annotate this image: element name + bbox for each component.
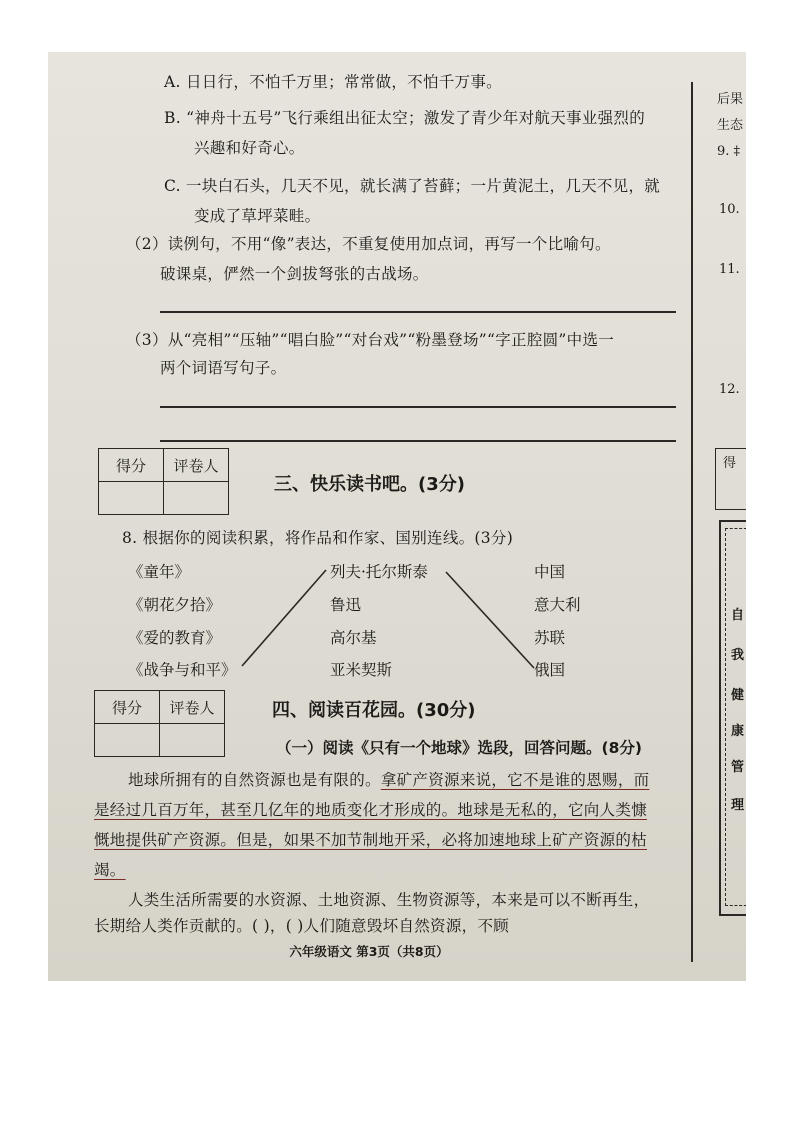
adjacent-bold-char: 管 <box>731 760 745 775</box>
match-line-war-and-peace-tolstoy <box>242 570 326 666</box>
author-item: 亚米契斯 <box>330 661 393 679</box>
adjacent-text: 后果 <box>717 92 744 107</box>
author-item: 列夫·托尔斯泰 <box>330 563 428 581</box>
grader-cell[interactable] <box>160 724 225 757</box>
adjacent-bold-char: 康 <box>731 724 745 739</box>
underlined-text: 拿矿产资源来说，它不是谁的恩赐，而 <box>380 771 650 789</box>
grader-label: 评卷人 <box>160 691 225 724</box>
q7-option-b-cont: 兴趣和好奇心。 <box>194 139 305 157</box>
q7-part2-example: 破课桌，俨然一个剑拔弩张的古战场。 <box>160 265 429 283</box>
work-item: 《战争与和平》 <box>128 661 237 679</box>
adjacent-text: 生态 <box>717 118 744 133</box>
country-item: 俄国 <box>534 661 566 679</box>
author-item: 高尔基 <box>330 629 377 647</box>
match-line-tolstoy-russia <box>446 572 534 668</box>
adjacent-bold-char: 健 <box>731 688 745 703</box>
q7-option-c-cont: 变成了草坪菜畦。 <box>194 207 321 225</box>
adjacent-bold-char: 理 <box>731 798 745 813</box>
adjacent-notice-inner <box>725 528 746 906</box>
score-cell[interactable] <box>95 724 160 757</box>
passage-text: 地球所拥有的自然资源也是有限的。 <box>128 771 381 789</box>
adjacent-q11: 11. <box>719 262 740 277</box>
country-item: 意大利 <box>534 596 581 614</box>
q7-option-b: B. “神舟十五号”飞行乘组出征太空；激发了青少年对航天事业强烈的 <box>164 109 645 127</box>
passage-p1-line2 <box>94 800 647 820</box>
passage-p1-line3: 慨地提供矿产资源。但是，如果不加节制地开采，必将加速地球上矿产资源的枯 <box>94 831 648 849</box>
photographed-exam-sheet <box>48 52 746 981</box>
q7-option-c: C. 一块白石头，几天不见，就长满了苔藓；一片黄泥土，几天不见，就 <box>164 177 661 195</box>
adjacent-q9: 9. ‡ <box>717 144 741 159</box>
work-item: 《爱的教育》 <box>128 629 222 647</box>
page-footer: 六年级语文 第3页（共8页） <box>289 944 449 959</box>
adjacent-bold-char: 自 <box>731 608 745 623</box>
adjacent-page-edge <box>693 52 746 981</box>
adjacent-q12: 12. <box>719 382 740 397</box>
underlined-text: 是经过几百万年，甚至几亿年的地质变化才形成的。 <box>94 801 458 819</box>
score-label: 得分 <box>99 449 164 482</box>
score-table-section4 <box>94 690 225 757</box>
work-item: 《童年》 <box>128 563 191 581</box>
passage-p2-line1: 人类生活所需要的水资源、土地资源、生物资源等，本来是可以不断再生， <box>128 891 650 909</box>
q7-part2-prompt: （2）读例句，不用“像”表达，不重复使用加点词，再写一个比喻句。 <box>126 235 611 253</box>
section4-title: 四、阅读百花园。(30分) <box>272 700 476 721</box>
country-item: 中国 <box>534 563 566 581</box>
adjacent-q10: 10. <box>719 202 740 217</box>
q7-option-a: A. 日日行，不怕千万里；常常做，不怕千万事。 <box>164 73 502 91</box>
underlined-text: 地球是无私的，它向人类慷 <box>457 801 648 819</box>
section3-title: 三、快乐读书吧。(3分) <box>274 474 465 495</box>
q7-part3-prompt-cont: 两个词语写句子。 <box>160 359 287 377</box>
passage-p2-line2: 长期给人类作贡献的。( )，( )人们随意毁坏自然资源，不顾 <box>94 917 510 935</box>
exam-page-3 <box>48 52 690 981</box>
work-item: 《朝花夕拾》 <box>128 596 222 614</box>
adjacent-bold-char: 我 <box>731 648 745 663</box>
grader-label: 评卷人 <box>164 449 229 482</box>
reading-passage-1-title: （一）阅读《只有一个地球》选段，回答问题。(8分) <box>276 739 642 757</box>
score-label: 得分 <box>95 691 160 724</box>
passage-p1-line4: 竭。 <box>94 861 126 879</box>
passage-p1-line1 <box>128 770 649 790</box>
q7-part3-prompt: （3）从“亮相”“压轴”“唱白脸”“对台戏”“粉墨登场”“字正腔圆”中选一 <box>126 331 615 349</box>
adjacent-score-char: 得 <box>723 456 737 471</box>
country-item: 苏联 <box>534 629 566 647</box>
q8-prompt: 8. 根据你的阅读积累，将作品和作家、国别连线。(3分) <box>122 529 514 547</box>
author-item: 鲁迅 <box>330 596 362 614</box>
